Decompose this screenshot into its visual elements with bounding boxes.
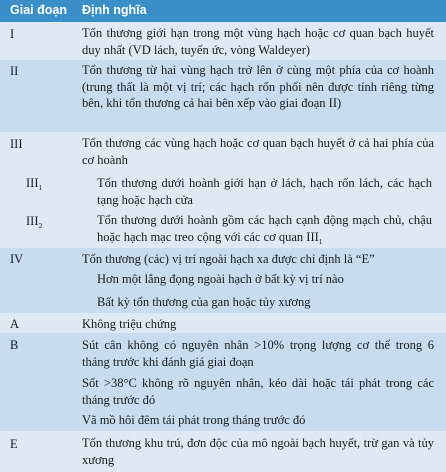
stage-key: III: [10, 137, 23, 151]
table-header: [0, 0, 446, 22]
stage-key: II: [10, 64, 19, 78]
stage-key: E: [10, 437, 18, 451]
sub-definition: Bất kỳ tổn thương của gan hoặc tủy xương: [97, 295, 311, 309]
stage-definition: Tổn thương (các) vị trí ngoài hạch xa được chỉ định là “E”: [82, 252, 375, 266]
stage-definition: Tổn thương khu trú, đơn độc của mô ngoài bạch huyết, trừ gan và tủy xương: [82, 436, 434, 467]
symptom-key: B: [10, 338, 19, 352]
stage-definition: Tổn thương từ hai vùng hạch trở lên ở cùng một phía của cơ hoành (trung thất là một vị trí; các hạch rốn phổi nên được tính riêng từng bên, khi tổn thương cả hai bên xếp vào giai đoạn II): [82, 63, 434, 110]
symptom-definition: Vã mồ hôi đêm tái phát trong tháng trước đó: [82, 413, 306, 427]
stage-definition: Tổn thương các vùng hạch hoặc cơ quan bạch huyết ở cả hai phía của cơ hoành: [82, 136, 434, 167]
stage-key: IV: [10, 252, 24, 266]
substage-definition: Tổn thương dưới hoành gồm các hạch cạnh động mạch chủ, chậu hoặc hạch mạc treo cộng với các cơ quan $III_1$: [97, 213, 432, 246]
sub-definition: Hơn một lắng đọng ngoài hạch ở bất kỳ vị trí nào: [97, 272, 344, 286]
header-definition: Định nghĩa: [82, 3, 147, 17]
header-stage: Giai đoạn: [10, 3, 67, 17]
symptom-definition: Không triệu chứng: [82, 317, 177, 331]
symptom-key: A: [10, 317, 20, 331]
symptom-definition: Sút cân không có nguyên nhân >10% trọng lượng cơ thể trong 6 tháng trước khi đánh giá giai đoạn: [82, 338, 434, 369]
symptom-definition: Sốt >38°C không rõ nguyên nhân, kéo dài hoặc tái phát trong các tháng trước đó: [82, 376, 434, 407]
stage-definition: Tổn thương giới hạn trong một vùng hạch hoặc cơ quan bạch huyết duy nhất (VD lách, tuyến ức, vòng Waldeyer): [82, 26, 434, 57]
substage-key: $III_2$: [26, 214, 43, 230]
stage-key: I: [10, 27, 15, 41]
substage-key: $III_1$: [26, 176, 43, 192]
substage-definition: Tổn thương dưới hoành giới hạn ở lách, hạch rốn lách, các hạch tạng hoặc hạch cửa: [97, 176, 432, 207]
